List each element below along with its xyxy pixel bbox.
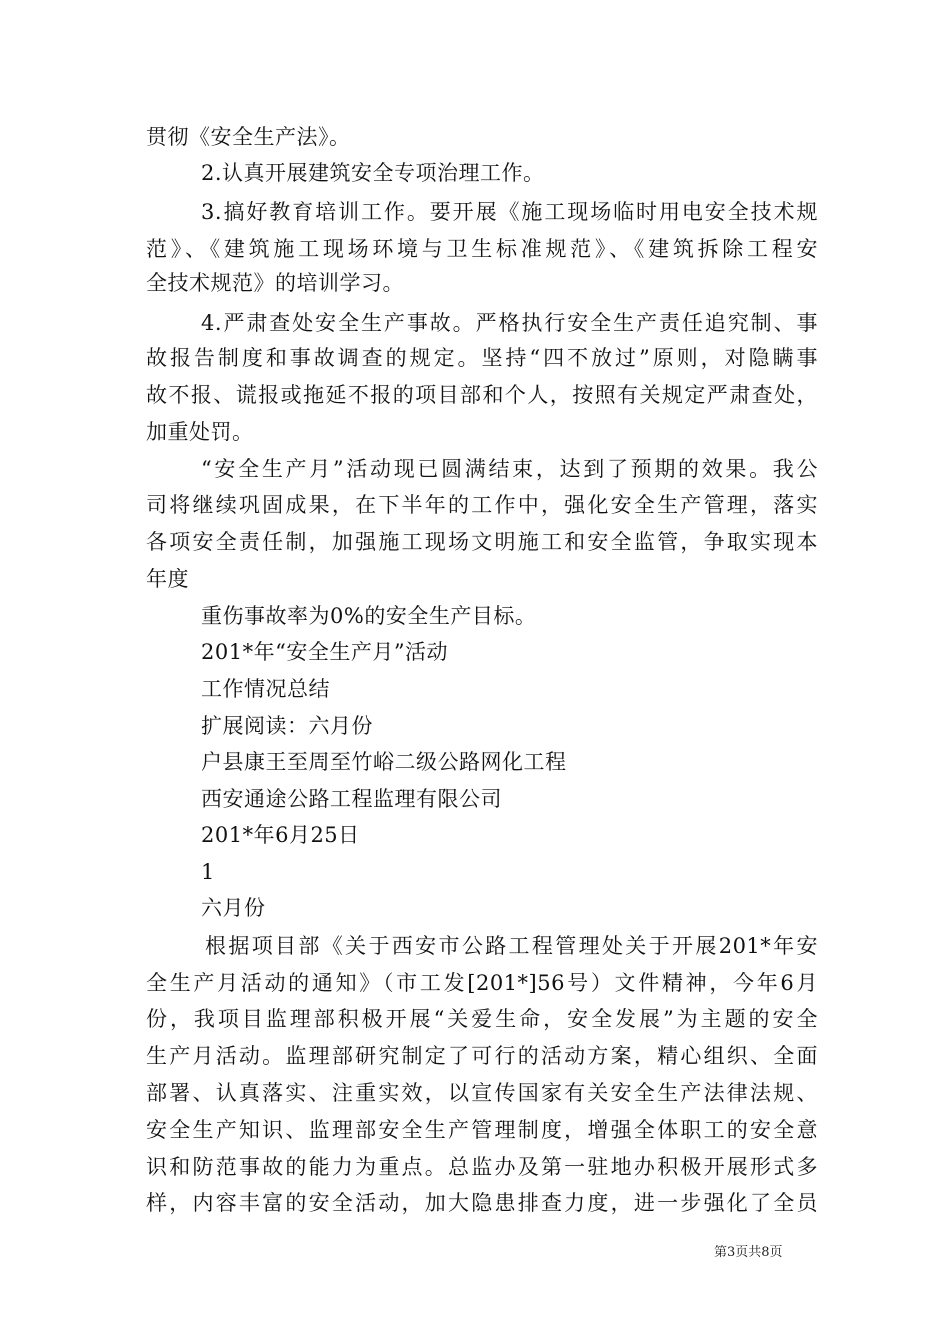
text-line: 生产月活动。监理部研究制定了可行的活动方案，精心组织、全面 — [146, 1044, 818, 1068]
text-line: 全技术规范》的培训学习。 — [146, 271, 404, 295]
text-line: 2.认真开展建筑安全专项治理工作。 — [201, 161, 545, 185]
text-line: 1 — [201, 860, 215, 884]
text-line: 全生产月活动的通知》（市工发[201*]56号）文件精神，今年6月 — [146, 971, 818, 995]
text-line: 工作情况总结 — [201, 677, 330, 701]
text-line: 六月份 — [201, 896, 266, 920]
text-line: “安全生产月”活动现已圆满结束，达到了预期的效果。我公 — [201, 457, 818, 481]
text-line: 司将继续巩固成果，在下半年的工作中，强化安全生产管理，落实 — [146, 493, 818, 517]
text-line: 201*年6月25日 — [201, 823, 360, 847]
page-number-footer: 第3页共8页 — [714, 1245, 783, 1260]
text-line: 年度 — [146, 567, 189, 591]
text-line: 户县康王至周至竹峪二级公路网化工程 — [201, 750, 567, 774]
text-line: 4.严肃查处安全生产事故。严格执行安全生产责任追究制、事 — [201, 311, 818, 335]
text-line: 贯彻《安全生产法》。 — [146, 125, 351, 149]
text-line: 安全生产知识、监理部安全生产管理制度，增强全体职工的安全意 — [146, 1118, 818, 1142]
text-line: 西安通途公路工程监理有限公司 — [201, 787, 502, 811]
text-line: 范》、《建筑施工现场环境与卫生标准规范》、《建筑拆除工程安 — [146, 237, 818, 261]
text-line: 根据项目部《关于西安市公路工程管理处关于开展201*年安 — [205, 934, 818, 958]
text-line: 部署、认真落实、注重实效，以宣传国家有关安全生产法律法规、 — [146, 1081, 818, 1105]
text-line: 扩展阅读：六月份 — [201, 714, 373, 738]
text-line: 各项安全责任制，加强施工现场文明施工和安全监管，争取实现本 — [146, 530, 818, 554]
text-line: 3.搞好教育培训工作。要开展《施工现场临时用电安全技术规 — [201, 200, 818, 224]
text-line: 故报告制度和事故调查的规定。坚持“四不放过”原则，对隐瞒事 — [146, 346, 818, 370]
text-line: 故不报、谎报或拖延不报的项目部和个人，按照有关规定严肃查处， — [146, 383, 818, 407]
text-line: 份，我项目监理部积极开展“关爱生命，安全发展”为主题的安全 — [146, 1007, 818, 1031]
text-line: 识和防范事故的能力为重点。总监办及第一驻地办积极开展形式多 — [146, 1155, 818, 1179]
text-line: 加重处罚。 — [146, 420, 254, 444]
text-line: 样，内容丰富的安全活动，加大隐患排查力度，进一步强化了全员 — [146, 1191, 818, 1215]
text-line: 201*年“安全生产月”活动 — [201, 640, 449, 664]
text-line: 重伤事故率为0%的安全生产目标。 — [201, 604, 537, 628]
